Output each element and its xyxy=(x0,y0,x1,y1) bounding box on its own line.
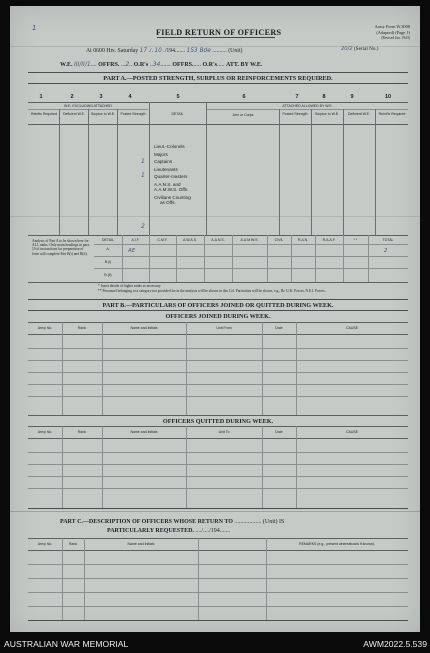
col-number: 9 xyxy=(350,94,354,100)
col-header: Reinf'ts Required xyxy=(378,112,406,116)
part-c-col: Name and Initials xyxy=(127,542,155,546)
part-c-col: Rank xyxy=(68,542,78,546)
col-header: Reinfts Required xyxy=(30,112,58,116)
rank-row: A.A.M.W.S. Offs. xyxy=(154,187,189,193)
joined-col: Name and Initials xyxy=(130,326,158,330)
serial-number: 20/2 (Serial No.) xyxy=(341,46,379,52)
analysis-col: A.I.F. xyxy=(131,238,140,242)
col-header: Deficient W.E. xyxy=(348,112,370,116)
col-header: Surplus to W.E. xyxy=(314,112,340,116)
joined-col: Unit From xyxy=(216,326,232,330)
form-title: FIELD RETURN OF OFFICERS xyxy=(156,28,282,37)
form-sheet xyxy=(10,6,420,632)
col-header: Arm or Corps xyxy=(232,113,254,117)
analysis-col: R.A.A.F. xyxy=(322,238,336,242)
quitted-col: Date xyxy=(275,430,283,434)
quitted-col: Rank xyxy=(77,430,87,434)
handwritten-value: AE xyxy=(128,248,136,254)
part-c-table xyxy=(28,538,408,622)
rank-row: Lieutenants xyxy=(154,166,178,172)
analysis-row: A. xyxy=(106,247,110,251)
analysis-col: * * xyxy=(353,238,358,242)
joined-table xyxy=(28,322,408,415)
rank-row: Quarter-masters xyxy=(154,174,188,180)
col-number: 6 xyxy=(242,94,246,100)
col-number: 8 xyxy=(322,94,326,100)
col-number: 10 xyxy=(384,94,392,100)
analysis-col: R.A.N. xyxy=(297,238,309,242)
archive-footer xyxy=(0,636,430,653)
analysis-col: A.A.N.S. xyxy=(211,238,225,242)
part-b-title: PART B.—PARTICULARS OF OFFICERS JOINED OR QUITTED DURING WEEK. xyxy=(102,302,334,309)
form-revision: (Revised Jan. 1943) xyxy=(381,36,410,40)
quitted-col: Army No. xyxy=(37,430,53,434)
analysis-row: B.(i) xyxy=(104,260,112,264)
handwritten-value: 1 xyxy=(141,172,145,179)
quitted-col: Unit To xyxy=(218,430,230,434)
col-number: 7 xyxy=(295,94,299,100)
rank-row: A.A.N.S. and xyxy=(154,181,181,187)
joined-col: Rank xyxy=(77,326,87,330)
rank-row: Majors xyxy=(154,151,168,157)
col-header: Posted Strength xyxy=(120,112,146,116)
joined-col: Date xyxy=(275,326,283,330)
handwritten-value: 1 xyxy=(141,158,145,165)
analysis-col: DETAIL xyxy=(102,238,114,242)
part-a-title: PART A.—POSTED STRENGTH, SURPLUS OR REINFORCEMENTS REQUIRED. xyxy=(103,75,333,82)
rank-row: as Offs. xyxy=(160,200,176,206)
joined-col: CAUSE xyxy=(345,326,359,330)
col-number: 4 xyxy=(128,94,132,100)
col-header: Surplus to W.E. xyxy=(90,112,116,116)
footnote: * Insert details of higher ranks as necessary. xyxy=(98,284,162,288)
col-number: 1 xyxy=(39,94,43,100)
quitted-title: OFFICERS QUITTED DURING WEEK. xyxy=(162,418,274,425)
we-excluding-header: W.E. EXCLUDING ATTACHED xyxy=(64,104,112,108)
part-c-subtitle: PARTICULARLY REQUESTED. ..../..../194....... xyxy=(107,528,231,534)
col-number: 5 xyxy=(176,94,180,100)
joined-col: Army No. xyxy=(37,326,53,330)
quitted-table xyxy=(28,426,408,508)
analysis-table xyxy=(94,235,408,282)
rank-list xyxy=(154,143,209,206)
analysis-col: CIVIL xyxy=(274,238,284,242)
col-number: 3 xyxy=(99,94,103,100)
rank-row: Captains xyxy=(154,159,173,165)
analysis-col: TOTAL xyxy=(382,238,394,242)
col-header: Deficient W.E. xyxy=(63,112,85,116)
report-time-line: At 0600 Hrs. Saturday 17 ./. 10 ./194....... 153 Bde .......... (Unit) xyxy=(86,48,243,54)
rank-row: Lieut.-Colonels xyxy=(154,144,185,149)
joined-title: OFFICERS JOINED DURING WEEK. xyxy=(165,313,271,320)
handwritten-value: 2 xyxy=(141,223,145,230)
army-form-number: Army Form W.3008 xyxy=(374,24,410,29)
analysis-col: A.W.A.S. xyxy=(182,238,197,242)
we-strength-line: W.E. III/II/1.... OFFRS. ...2.. O.R's ..34....... OFFRS...... O.R's..... ATT. BY W.E. xyxy=(60,61,263,68)
handwritten-value: 2 xyxy=(384,248,388,254)
title-underline xyxy=(157,37,275,38)
part-c-col: Army No. xyxy=(37,542,53,546)
analysis-row: B.(ii) xyxy=(104,273,112,277)
col-header: Posted Strength xyxy=(282,112,308,116)
form-page-label: (Adapted) (Page 1) xyxy=(376,30,410,35)
quitted-col: CAUSE xyxy=(345,430,359,434)
footnote: ** Personnel belonging to a category not provided for in the analysis will be shown in this Col. Particulars will be shown, e.g., Br. U.K. Forces, N.E.I. Forces. xyxy=(98,289,326,293)
col-number: 2 xyxy=(70,94,74,100)
footer-accession: AWM2022.5.539 xyxy=(363,639,427,649)
analysis-col: A.A.M.W.S. xyxy=(240,238,259,242)
analysis-col: C.M.F. xyxy=(157,238,168,242)
page-corner-mark: 1 xyxy=(32,24,37,32)
part-c-col: REMARKS (e.g., present whereabouts if known). xyxy=(299,542,375,546)
footer-institution: AUSTRALIAN WAR MEMORIAL xyxy=(4,639,129,649)
attached-allowed-header: ATTACHED ALLOWED BY W.E. xyxy=(282,104,333,108)
quitted-col: Name and Initials xyxy=(130,430,158,434)
analysis-note: Analysis of Part A to be shown here for ALL ranks. Only main headings in para. 10 of instructions for preparation of form will complete Part B(i) and B(ii). xyxy=(32,239,90,256)
rank-row: Civilians Counting xyxy=(154,194,191,200)
part-c-title: PART C.—DESCRIPTION OF OFFICERS WHOSE RETURN TO .................. (Unit) IS xyxy=(60,519,285,525)
detail-header: DETAIL xyxy=(171,112,184,116)
